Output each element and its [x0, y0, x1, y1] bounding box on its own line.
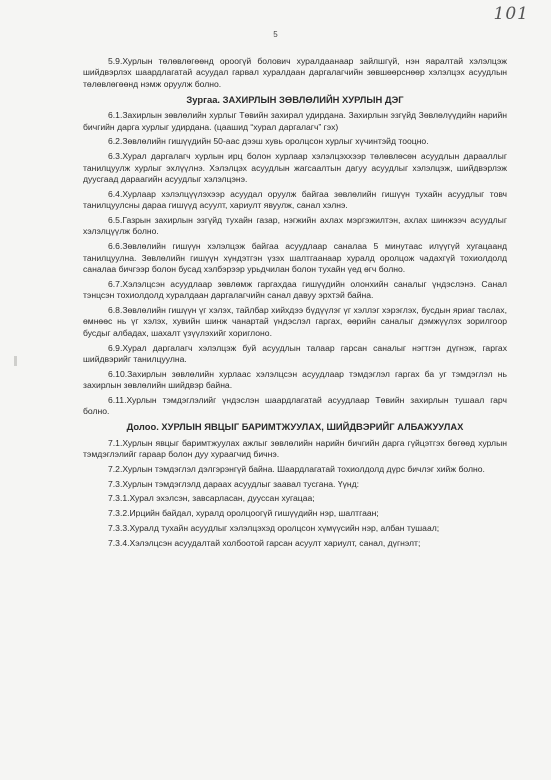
paragraph-6-2: 6.2.Зөвлөлийн гишүүдийн 50-аас дээш хувь оролцсон хурлыг хүчинтэйд тооцно.: [108, 136, 429, 147]
handwritten-page-number: 101: [493, 4, 529, 24]
paragraph-7-1: 7.1.Хурлын явцыг баримтжуулах ажлыг зөвлөлийн нарийн бичгийн дарга гүйцэтгэх бөгөөд хурлын тэмдэглэлийг гараар болон дуу хураагчид бичнэ.: [83, 437, 507, 460]
section-heading-6: Зургаа. ЗАХИРЛЫН ЗӨВЛӨЛИЙН ХУРЛЫН ДЭГ: [186, 93, 404, 105]
paragraph-5-9: 5.9.Хурлын төлөвлөгөөнд ороогүй болович хуралдаанаар зайлшгүй, нэн яаралтай хэлэлцэж шийдвэрлэх шаардлагатай асуудал гарвал хуралдаан даргалагчийн зөвшөөрснөөр хэлэлцэх асуудлын төлөвлөгөөнд нэмж оруулж болно.: [83, 56, 507, 89]
paragraph-6-10: 6.10.Захирлын зөвлөлийн хурлаас хэлэлцсэн асуудлаар тэмдэглэл гаргах ба уг тэмдэглэл нь захирлын зөвлөлийн шийдвэр байна.: [83, 368, 507, 391]
paragraph-7-3-1: 7.3.1.Хурал эхэлсэн, завсарласан, дууссан хугацаа;: [108, 493, 315, 504]
section-heading-7: Долоо. ХУРЛЫН ЯВЦЫГ БАРИМТЖУУЛАХ, ШИЙДВЭРИЙГ АЛБАЖУУЛАХ: [126, 421, 464, 433]
paragraph-6-4: 6.4.Хурлаар хэлэлцүүлэхээр асуудал оруулж байгаа зөвлөлийн гишүүн тухайн асуудлыг товч танилцуулсны дараа гишүүд асуулт, хариулт явуулж, санал хэлнэ.: [83, 188, 507, 211]
paragraph-7-3: 7.3.Хурлын тэмдэглэлд дараах асуудлыг заавал тусгана. Үүнд:: [108, 478, 360, 489]
paragraph-7-2: 7.2.Хурлын тэмдэглэл дэлгэрэнгүй байна. Шаардлагатай тохиолдолд дүрс бичлэг хийж болно.: [108, 463, 485, 474]
paragraph-7-3-3: 7.3.3.Хуралд тухайн асуудлыг хэлэлцэхэд оролцсон хүмүүсийн нэр, албан тушаал;: [108, 523, 440, 534]
document-body: [83, 56, 507, 553]
scan-artifact: [14, 356, 17, 366]
paragraph-6-11: 6.11.Хурлын тэмдэглэлийг үндэслэн шаардлагатай асуудлаар Төвийн захирлын тушаал гарч болно.: [83, 394, 507, 417]
paragraph-6-5: 6.5.Газрын захирлын эзгүйд тухайн газар, нэгжийн ахлах мэргэжилтэн, ахлах шинжээч асуудлыг хэлэлцүүлж болно.: [83, 214, 507, 237]
paragraph-7-3-2: 7.3.2.Ирцийн байдал, хуралд оролцоогүй гишүүдийн нэр, шалтгаан;: [108, 508, 379, 519]
paragraph-6-9: 6.9.Хурал даргалагч хэлэлцэж буй асуудлын талаар гарсан саналыг нэгтгэн дүгнэж, гаргах шийдвэрийг танилцуулна.: [83, 342, 507, 364]
paragraph-6-1: 6.1.Захирлын зөвлөлийн хурлыг Төвийн захирал удирдана. Захирлын эзгүйд Зөвлөлүүдийн нарийн бичгийн дарга хурлыг удирдана. (цаашид “хурал даргалагч” гэх): [83, 110, 507, 132]
paragraph-6-7: 6.7.Хэлэлцсэн асуудлаар зөвлөмж гаргахдаа гишүүдийн олонхийн саналыг үндэслэнэ. Санал тэнцсэн тохиолдолд хуралдаан даргалагчийн санал давуу эрхтэй байна.: [83, 278, 507, 301]
paragraph-6-6: 6.6.Зөвлөлийн гишүүн хэлэлцэж байгаа асуудлаар саналаа 5 минутаас илүүгүй хугацаанд танилцуулна. Зөвлөлийн гишүүн хүндэтгэн үзэх шалтгаанаар хуралд оролцож чадахгүй тохиолдолд саналаа бичгээр болон бусад хэлбэрээр урьдчилан болон тухайн үед өгч болно.: [83, 241, 507, 274]
page-number: 5: [273, 30, 278, 39]
paragraph-6-8: 6.8.Зөвлөлийн гишүүн үг хэлэх, тайлбар хийхдээ бүдүүлэг үг хэллэг хэрэглэх, бусдын яриаг таслах, өмнөөс нь үг хэлэх, хувийн шинж чанартай үндэслэл гаргах, өөрийн саналыг дэмжүүлэх зорилгоор бусдыг албадах, шахалт үзүүлэхийг хориглоно.: [83, 304, 507, 338]
paragraph-7-3-4: 7.3.4.Хэлэлцсэн асуудалтай холбоотой гарсан асуулт хариулт, санал, дүгнэлт;: [108, 537, 421, 548]
paragraph-6-3: 6.3.Хурал даргалагч хурлын ирц болон хурлаар хэлэлцэххээр төлөвлөсөн асуудлын дарааллыг танилцуулж хурлыг эхлүүлнэ. Хэлэлцэх асуудлын жагсаалтын дагуу асуудлыг хэлэлцэж, шийдвэрлэж дуусгаад дараагийн асуудлыг хэлэлцэнэ.: [83, 151, 507, 184]
